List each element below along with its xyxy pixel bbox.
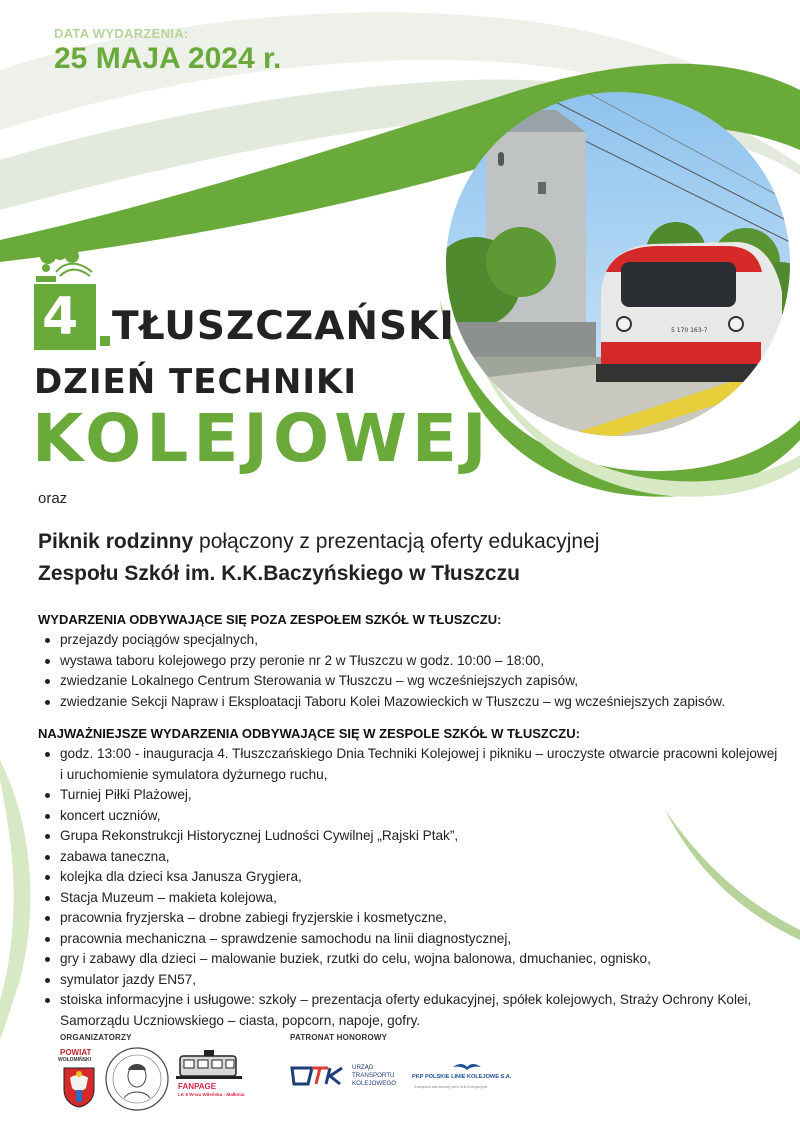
list-item: koncert uczniów, — [38, 806, 778, 827]
list-item: godz. 13:00 - inauguracja 4. Tłuszczańskiego Dnia Techniki Kolejowej i pikniku – uroczyste otwarcie pracowni kolejowej i uruchomienie symulatora dyżurnego ruchu, — [38, 744, 778, 785]
pkp-wings-icon — [452, 1062, 482, 1072]
utk-line-1: URZĄD — [352, 1064, 374, 1071]
patronage-label: PATRONAT HONOROWY — [290, 1033, 388, 1042]
pkp-name: PKP POLSKIE LINIE KOLEJOWE S.A. — [412, 1074, 512, 1080]
section-outside-events — [38, 612, 778, 712]
locomotive-icon — [34, 242, 96, 282]
list-item: zwiedzanie Lokalnego Centrum Sterowania w Tłuszczu – wg wcześniejszych zapisów, — [38, 671, 778, 692]
list-item: zabawa taneczna, — [38, 847, 778, 868]
school-seal-icon — [104, 1046, 170, 1112]
organizers-label: ORGANIZATORZY — [60, 1033, 132, 1042]
utk-line-3: KOLEJOWEGO — [352, 1080, 397, 1087]
event-list — [38, 744, 778, 1031]
subtitle-normal: połączony z prezentacją oferty edukacyjnej — [193, 530, 600, 553]
section-school-events — [38, 726, 778, 1031]
title-line-2: DZIEŃ TECHNIKI — [34, 362, 357, 402]
utk-icon — [290, 1064, 348, 1088]
list-item: wystawa taboru kolejowego przy peronie nr 2 w Tłuszczu w godz. 10:00 – 18:00, — [38, 651, 778, 672]
list-item: stoiska informacyjne i usługowe: szkoły – prezentacja oferty edukacyjnej, spółek kolejowych, Straży Ochrony Kolei, Samorządu Uczniowskiego – ciasta, popcorn, napoje, gofry. — [38, 990, 778, 1031]
list-item: pracownia fryzjerska – drobne zabiegi fryzjerskie i kosmetyczne, — [38, 908, 778, 929]
title-line-3: KOLEJOWEJ — [32, 400, 492, 477]
list-item: gry i zabawy dla dzieci – malowanie buziek, rzutki do celu, wojna balonowa, dmuchaniec, ognisko, — [38, 949, 778, 970]
powiat-line-2: WOŁOMIŃSKI — [58, 1057, 92, 1063]
fanpage-line-2: LK 6 W-wa Wileńska - Małkinia — [178, 1092, 245, 1097]
fanpage-line-1: FANPAGE — [178, 1082, 217, 1091]
pkp-logo — [412, 1062, 542, 1098]
train-photo — [446, 92, 790, 436]
connector-text: oraz — [38, 490, 68, 507]
subtitle-bold-2: Zespołu Szkół im. K.K.Baczyńskiego w Tłuszczu — [38, 562, 520, 585]
list-item: Turniej Piłki Plażowej, — [38, 785, 778, 806]
pkp-tagline: Zarządca narodowej sieci linii kolejowych — [414, 1084, 487, 1089]
train-number: 5 170 163-7 — [671, 327, 708, 334]
list-item: przejazdy pociągów specjalnych, — [38, 630, 778, 651]
subtitle-bold-1: Piknik rodzinny — [38, 530, 194, 553]
edition-number: 4 — [34, 284, 96, 350]
event-date: 25 MAJA 2024 r. — [54, 42, 282, 75]
utk-line-2: TRANSPORTU — [352, 1072, 395, 1079]
edition-dot — [100, 336, 110, 346]
subtitle — [38, 526, 758, 590]
event-list — [38, 630, 778, 712]
list-item: symulator jazdy EN57, — [38, 970, 778, 991]
train-icon — [176, 1050, 242, 1082]
list-item: Stacja Muzeum – makieta kolejowa, — [38, 888, 778, 909]
list-item: zwiedzanie Sekcji Napraw i Eksploatacji Taboru Kolei Mazowieckich w Tłuszczu – wg wcześniejszych zapisów. — [38, 692, 778, 713]
powiat-line-1: POWIAT — [60, 1048, 92, 1057]
list-item: Grupa Rekonstrukcji Historycznej Ludności Cywilnej „Rajski Ptak”, — [38, 826, 778, 847]
list-item: kolejka dla dzieci ksa Janusza Grygiera, — [38, 867, 778, 888]
section-heading: WYDARZENIA ODBYWAJĄCE SIĘ POZA ZESPOŁEM SZKÓŁ W TŁUSZCZU: — [38, 612, 502, 627]
powiat-logo — [58, 1048, 102, 1110]
fanpage-logo — [176, 1050, 245, 1100]
date-label: DATA WYDARZENIA: — [54, 26, 189, 41]
section-heading: NAJWAŻNIEJSZE WYDARZENIA ODBYWAJĄCE SIĘ W ZESPOLE SZKÓŁ W TŁUSZCZU: — [38, 726, 580, 741]
list-item: pracownia mechaniczna – sprawdzenie samochodu na linii diagnostycznej, — [38, 929, 778, 950]
utk-logo — [290, 1062, 410, 1094]
title-line-1: TŁUSZCZAŃSKI — [112, 304, 455, 349]
coat-of-arms-icon — [62, 1066, 96, 1108]
